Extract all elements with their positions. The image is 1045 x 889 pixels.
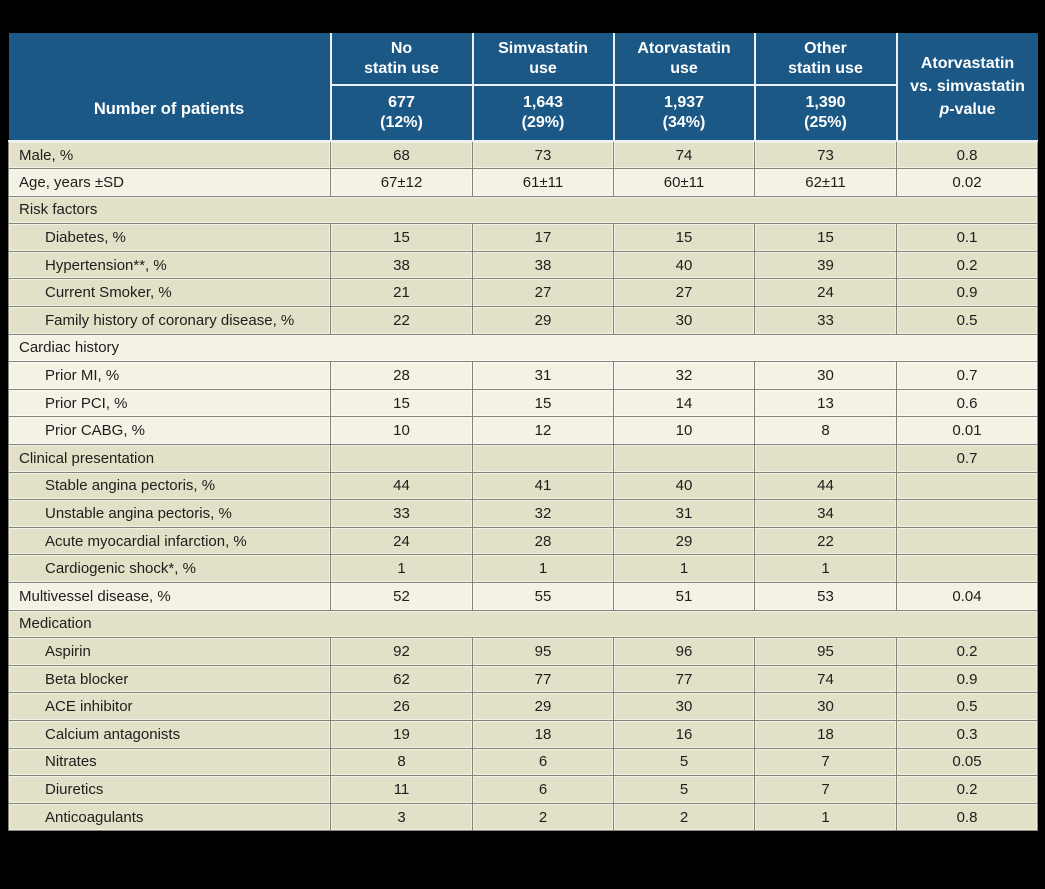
table-row bbox=[9, 583, 1038, 611]
row-label: Current Smoker, % bbox=[9, 279, 331, 307]
value-cell: 8 bbox=[331, 748, 473, 776]
value-cell: 30 bbox=[755, 693, 897, 721]
count-no-statin bbox=[331, 85, 473, 141]
row-label: Diuretics bbox=[9, 776, 331, 804]
col-header-atorvastatin bbox=[614, 33, 755, 85]
section-label: Medication bbox=[9, 610, 1038, 638]
value-cell: 33 bbox=[331, 500, 473, 528]
value-cell: 15 bbox=[614, 224, 755, 252]
value-cell: 15 bbox=[473, 389, 614, 417]
col-header-line: use bbox=[670, 59, 698, 77]
row-label: Prior CABG, % bbox=[9, 417, 331, 445]
value-cell: 6 bbox=[473, 748, 614, 776]
value-cell: 95 bbox=[755, 638, 897, 666]
value-cell: 12 bbox=[473, 417, 614, 445]
table-row bbox=[9, 307, 1038, 335]
value-cell: 6 bbox=[473, 776, 614, 804]
row-label: Acute myocardial infarction, % bbox=[9, 527, 331, 555]
row-label: Aspirin bbox=[9, 638, 331, 666]
corner-header-number-of-patients bbox=[9, 33, 331, 141]
value-cell: 11 bbox=[331, 776, 473, 804]
count-percent: (12%) bbox=[380, 114, 423, 131]
value-cell: 62 bbox=[331, 665, 473, 693]
value-cell: 31 bbox=[614, 500, 755, 528]
value-cell: 2 bbox=[614, 803, 755, 831]
value-cell: 61±11 bbox=[473, 169, 614, 197]
value-cell: 68 bbox=[331, 141, 473, 169]
count-other-statin bbox=[755, 85, 897, 141]
value-cell bbox=[473, 445, 614, 473]
value-cell: 8 bbox=[755, 417, 897, 445]
table-row bbox=[9, 803, 1038, 831]
row-label: Nitrates bbox=[9, 748, 331, 776]
section-label: Cardiac history bbox=[9, 334, 1038, 362]
pvalue-cell: 0.2 bbox=[897, 251, 1038, 279]
value-cell: 32 bbox=[614, 362, 755, 390]
row-label: ACE inhibitor bbox=[9, 693, 331, 721]
row-label: Prior MI, % bbox=[9, 362, 331, 390]
col-header-line: Simvastatin bbox=[498, 39, 588, 57]
value-cell: 40 bbox=[614, 472, 755, 500]
table-row bbox=[9, 638, 1038, 666]
value-cell: 28 bbox=[331, 362, 473, 390]
table-row bbox=[9, 417, 1038, 445]
pvalue-italic-p: p bbox=[939, 101, 950, 119]
value-cell: 26 bbox=[331, 693, 473, 721]
table-row bbox=[9, 362, 1038, 390]
value-cell: 15 bbox=[755, 224, 897, 252]
pvalue-cell: 0.7 bbox=[897, 445, 1038, 473]
pvalue-cell: 0.6 bbox=[897, 389, 1038, 417]
col-header-no-statin bbox=[331, 33, 473, 85]
value-cell: 77 bbox=[614, 665, 755, 693]
table-row bbox=[9, 693, 1038, 721]
value-cell: 16 bbox=[614, 720, 755, 748]
row-label: Male, % bbox=[9, 141, 331, 169]
pvalue-cell: 0.05 bbox=[897, 748, 1038, 776]
col-header-pvalue bbox=[897, 33, 1038, 141]
count-percent: (34%) bbox=[662, 114, 706, 131]
value-cell: 24 bbox=[755, 279, 897, 307]
pvalue-cell: 0.04 bbox=[897, 583, 1038, 611]
value-cell: 73 bbox=[755, 141, 897, 169]
value-cell: 1 bbox=[755, 803, 897, 831]
table-row bbox=[9, 720, 1038, 748]
value-cell: 51 bbox=[614, 583, 755, 611]
col-header-line: statin use bbox=[364, 59, 439, 77]
value-cell: 27 bbox=[473, 279, 614, 307]
value-cell: 29 bbox=[473, 307, 614, 335]
value-cell: 40 bbox=[614, 251, 755, 279]
baseline-characteristics-table bbox=[8, 33, 1038, 831]
value-cell: 73 bbox=[473, 141, 614, 169]
pvalue-header-line: vs. simvastatin bbox=[910, 77, 1025, 95]
pvalue-cell: 0.9 bbox=[897, 279, 1038, 307]
pvalue-cell: 0.2 bbox=[897, 776, 1038, 804]
pvalue-cell: 0.2 bbox=[897, 638, 1038, 666]
pvalue-cell: 0.8 bbox=[897, 141, 1038, 169]
value-cell: 55 bbox=[473, 583, 614, 611]
corner-header-label: Number of patients bbox=[93, 100, 245, 119]
value-cell: 7 bbox=[755, 748, 897, 776]
value-cell: 30 bbox=[755, 362, 897, 390]
table-row bbox=[9, 665, 1038, 693]
value-cell: 77 bbox=[473, 665, 614, 693]
col-header-other-statin bbox=[755, 33, 897, 85]
row-label: Multivessel disease, % bbox=[9, 583, 331, 611]
section-row bbox=[9, 334, 1038, 362]
row-label: Anticoagulants bbox=[9, 803, 331, 831]
value-cell: 1 bbox=[473, 555, 614, 583]
table-header bbox=[9, 33, 1038, 141]
table-row bbox=[9, 748, 1038, 776]
pvalue-cell: 0.5 bbox=[897, 307, 1038, 335]
value-cell: 53 bbox=[755, 583, 897, 611]
row-label: Diabetes, % bbox=[9, 224, 331, 252]
col-header-line: Atorvastatin bbox=[637, 39, 731, 57]
value-cell: 24 bbox=[331, 527, 473, 555]
value-cell: 30 bbox=[614, 307, 755, 335]
pvalue-cell: 0.02 bbox=[897, 169, 1038, 197]
pvalue-cell: 0.3 bbox=[897, 720, 1038, 748]
value-cell: 41 bbox=[473, 472, 614, 500]
table-row bbox=[9, 224, 1038, 252]
value-cell: 5 bbox=[614, 748, 755, 776]
row-label: Age, years ±SD bbox=[9, 169, 331, 197]
value-cell: 15 bbox=[331, 389, 473, 417]
value-cell: 14 bbox=[614, 389, 755, 417]
table-row bbox=[9, 500, 1038, 528]
col-header-line: use bbox=[529, 59, 557, 77]
count-simvastatin bbox=[473, 85, 614, 141]
value-cell: 74 bbox=[755, 665, 897, 693]
table-body bbox=[9, 141, 1038, 831]
pvalue-cell bbox=[897, 527, 1038, 555]
value-cell: 22 bbox=[331, 307, 473, 335]
value-cell: 38 bbox=[331, 251, 473, 279]
value-cell bbox=[614, 445, 755, 473]
section-row bbox=[9, 196, 1038, 224]
count-atorvastatin bbox=[614, 85, 755, 141]
row-label: Unstable angina pectoris, % bbox=[9, 500, 331, 528]
value-cell: 15 bbox=[331, 224, 473, 252]
count-value: 1,643 bbox=[522, 94, 564, 111]
table-row bbox=[9, 141, 1038, 169]
value-cell: 92 bbox=[331, 638, 473, 666]
value-cell: 10 bbox=[331, 417, 473, 445]
value-cell: 10 bbox=[614, 417, 755, 445]
row-label: Prior PCI, % bbox=[9, 389, 331, 417]
col-header-line: Other bbox=[804, 39, 847, 57]
value-cell: 39 bbox=[755, 251, 897, 279]
pvalue-cell: 0.1 bbox=[897, 224, 1038, 252]
value-cell: 96 bbox=[614, 638, 755, 666]
value-cell: 28 bbox=[473, 527, 614, 555]
value-cell: 31 bbox=[473, 362, 614, 390]
value-cell: 5 bbox=[614, 776, 755, 804]
section-label: Risk factors bbox=[9, 196, 1038, 224]
value-cell: 34 bbox=[755, 500, 897, 528]
value-cell: 1 bbox=[614, 555, 755, 583]
row-label: Clinical presentation bbox=[9, 445, 331, 473]
table-row bbox=[9, 445, 1038, 473]
table-row bbox=[9, 555, 1038, 583]
table-row bbox=[9, 472, 1038, 500]
row-label: Hypertension**, % bbox=[9, 251, 331, 279]
pvalue-header-line: Atorvastatin bbox=[920, 54, 1015, 72]
table-row bbox=[9, 169, 1038, 197]
value-cell: 18 bbox=[473, 720, 614, 748]
value-cell: 27 bbox=[614, 279, 755, 307]
value-cell: 30 bbox=[614, 693, 755, 721]
table-row bbox=[9, 527, 1038, 555]
value-cell: 29 bbox=[473, 693, 614, 721]
table-row bbox=[9, 279, 1038, 307]
row-label: Stable angina pectoris, % bbox=[9, 472, 331, 500]
count-value: 1,937 bbox=[663, 94, 705, 111]
pvalue-cell: 0.9 bbox=[897, 665, 1038, 693]
row-label: Cardiogenic shock*, % bbox=[9, 555, 331, 583]
value-cell: 13 bbox=[755, 389, 897, 417]
value-cell: 2 bbox=[473, 803, 614, 831]
row-label: Calcium antagonists bbox=[9, 720, 331, 748]
col-header-simvastatin bbox=[473, 33, 614, 85]
value-cell: 7 bbox=[755, 776, 897, 804]
value-cell: 1 bbox=[331, 555, 473, 583]
pvalue-cell: 0.7 bbox=[897, 362, 1038, 390]
value-cell: 21 bbox=[331, 279, 473, 307]
pvalue-cell: 0.5 bbox=[897, 693, 1038, 721]
value-cell: 60±11 bbox=[614, 169, 755, 197]
row-label: Family history of coronary disease, % bbox=[9, 307, 331, 335]
value-cell: 38 bbox=[473, 251, 614, 279]
table-row bbox=[9, 389, 1038, 417]
section-row bbox=[9, 610, 1038, 638]
row-label: Beta blocker bbox=[9, 665, 331, 693]
count-percent: (25%) bbox=[804, 114, 847, 131]
value-cell: 44 bbox=[331, 472, 473, 500]
pvalue-cell bbox=[897, 472, 1038, 500]
pvalue-cell: 0.01 bbox=[897, 417, 1038, 445]
col-header-line: No bbox=[390, 39, 413, 57]
value-cell: 33 bbox=[755, 307, 897, 335]
pvalue-cell bbox=[897, 555, 1038, 583]
count-value: 1,390 bbox=[805, 94, 846, 111]
value-cell: 52 bbox=[331, 583, 473, 611]
pvalue-cell bbox=[897, 500, 1038, 528]
value-cell: 1 bbox=[755, 555, 897, 583]
value-cell: 32 bbox=[473, 500, 614, 528]
table-row bbox=[9, 251, 1038, 279]
value-cell: 17 bbox=[473, 224, 614, 252]
value-cell bbox=[755, 445, 897, 473]
header-row-group-names bbox=[9, 33, 1038, 85]
value-cell: 29 bbox=[614, 527, 755, 555]
table-row bbox=[9, 776, 1038, 804]
value-cell: 44 bbox=[755, 472, 897, 500]
value-cell: 18 bbox=[755, 720, 897, 748]
col-header-line: statin use bbox=[788, 59, 863, 77]
pvalue-header-line bbox=[898, 98, 1038, 121]
pvalue-cell: 0.8 bbox=[897, 803, 1038, 831]
pvalue-rest: -value bbox=[949, 101, 996, 119]
value-cell: 62±11 bbox=[755, 169, 897, 197]
value-cell: 3 bbox=[331, 803, 473, 831]
count-value: 677 bbox=[388, 94, 415, 111]
count-percent: (29%) bbox=[521, 114, 565, 131]
value-cell: 22 bbox=[755, 527, 897, 555]
value-cell: 67±12 bbox=[331, 169, 473, 197]
value-cell: 95 bbox=[473, 638, 614, 666]
value-cell bbox=[331, 445, 473, 473]
value-cell: 19 bbox=[331, 720, 473, 748]
value-cell: 74 bbox=[614, 141, 755, 169]
